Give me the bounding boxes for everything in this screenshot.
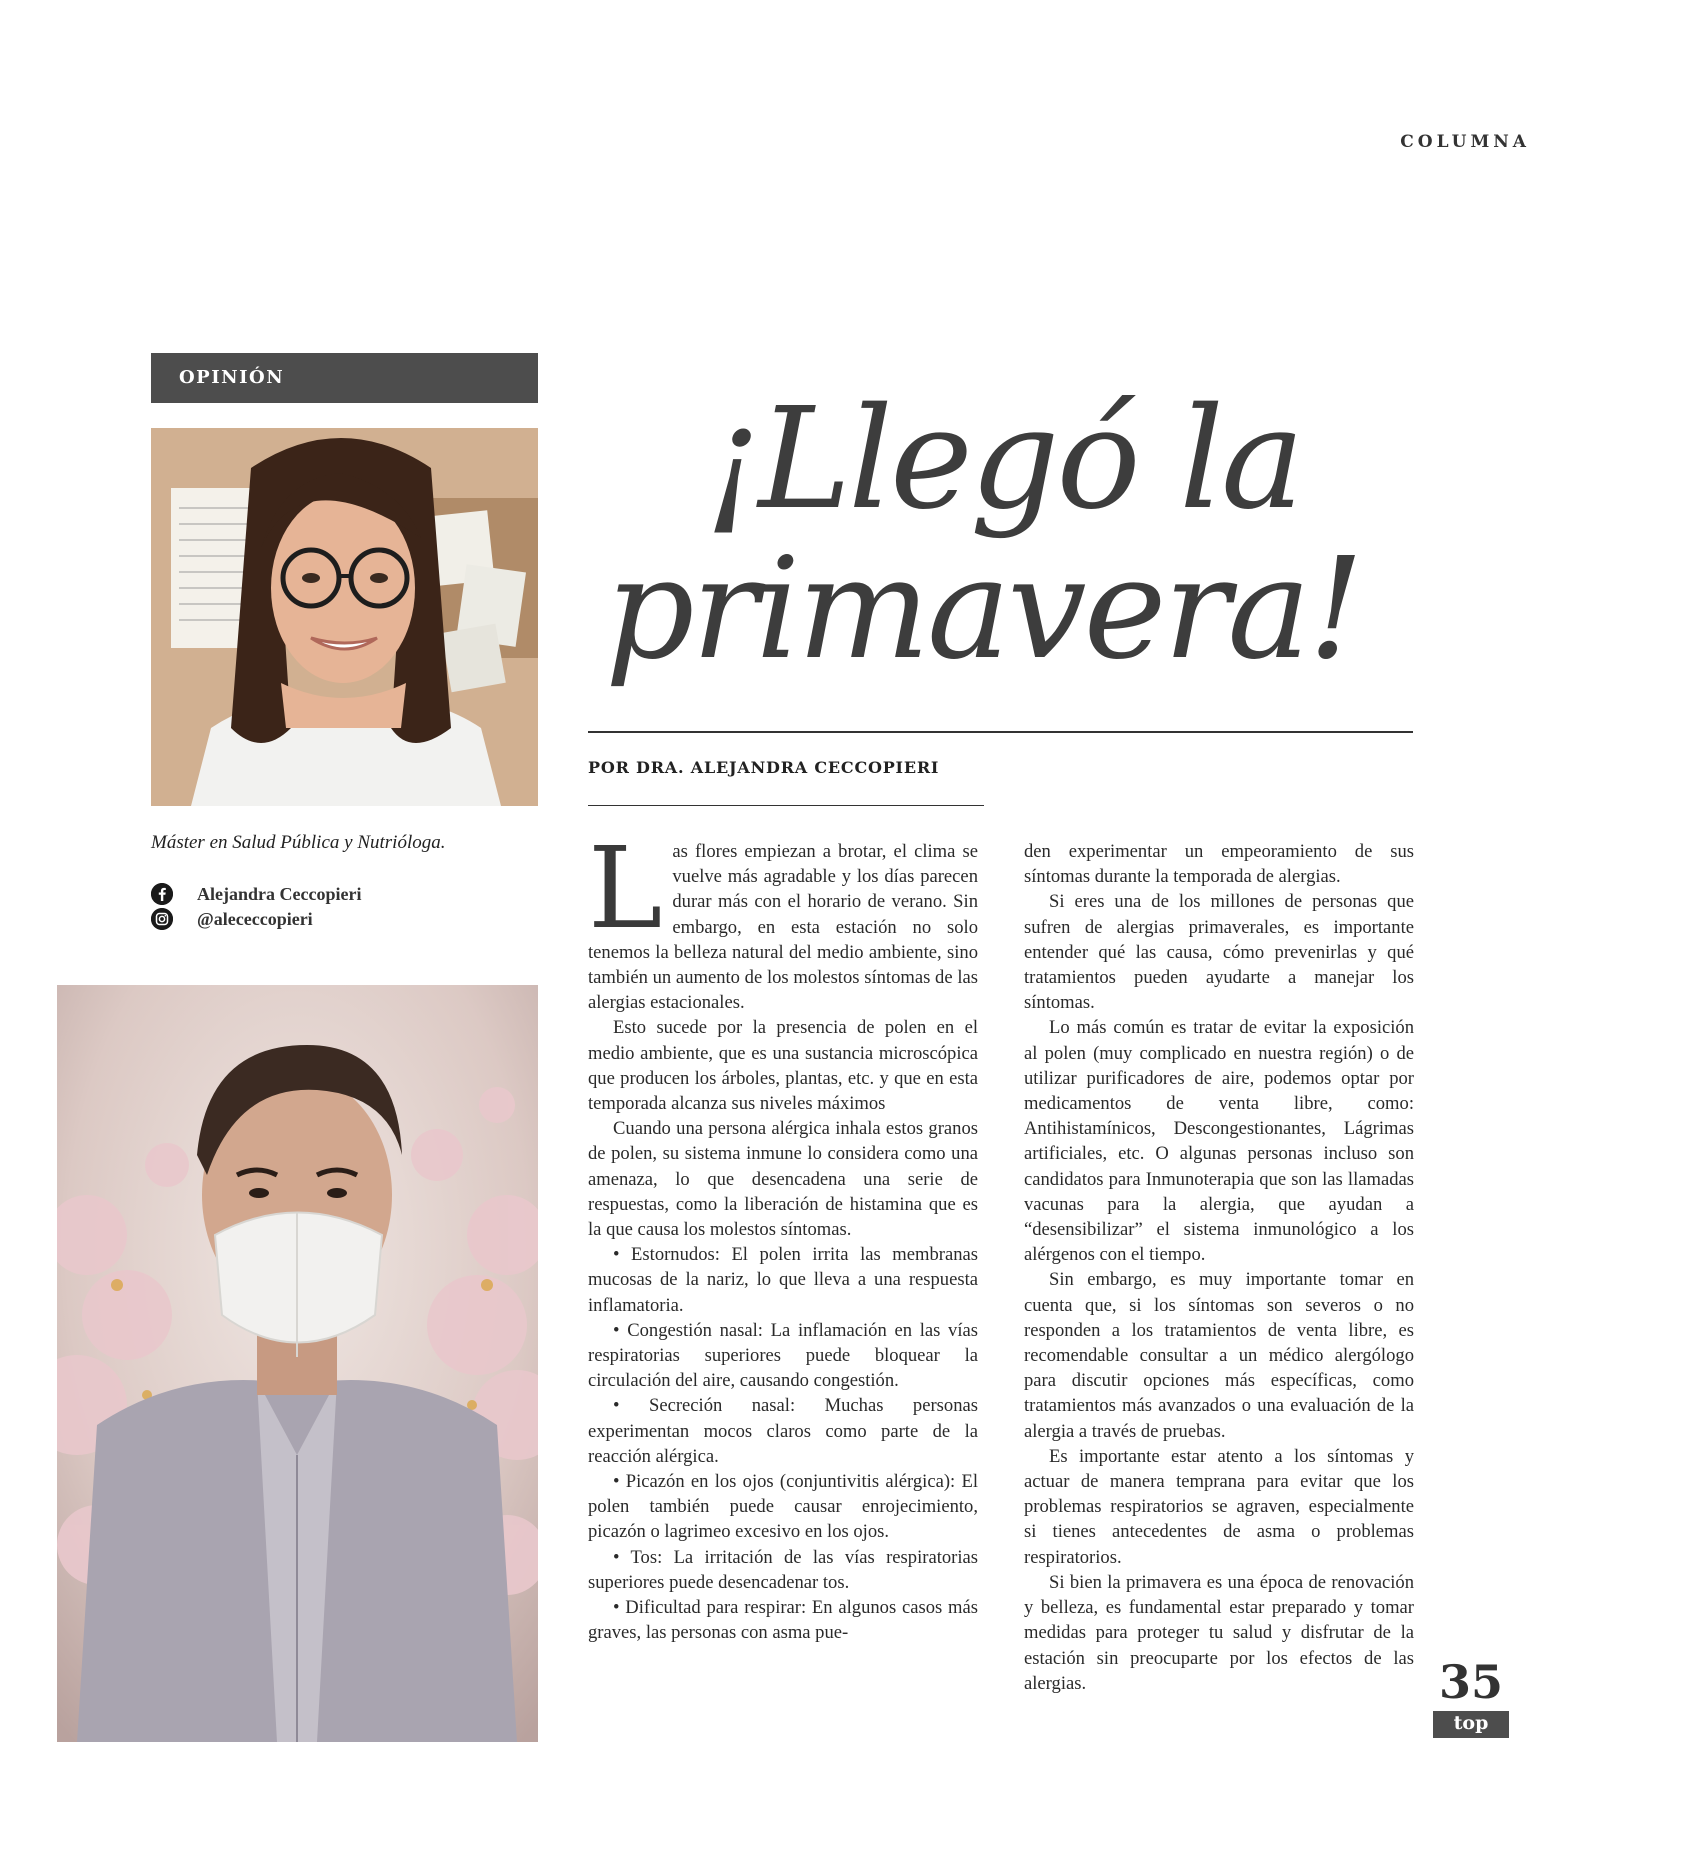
facebook-icon [151,883,173,905]
facebook-link[interactable] [151,883,451,907]
paragraph: Lo más común es tratar de evitar la exposición al polen (muy complicado en nuestra región) o de utilizar purificadores de aire, podemos optar por medicamentos de venta libre, como: Antihistamínicos, Descongestionantes, Lágrimas artificiales, etc. O algunas personas incluso son candidatos para Inmunoterapia que son las llamadas vacunas para la alergia, que ayudan a “desensibilizar” el sistema inmunológico a los alérgenos con el tiempo. [1024,1017,1414,1266]
instagram-handle: @alececcopieri [197,909,313,929]
body-column-1 [588,824,978,1646]
body-column-2 [1024,839,1414,1696]
byline: POR DRA. ALEJANDRA CECCOPIERI [588,758,940,777]
paragraph: Esto sucede por la presencia de polen en el medio ambiente, que es una sustancia microscópica que producen los árboles, plantas, etc. y que en esta temporada alcanza sus niveles máximos [588,1017,978,1115]
paragraph: den experimentar un empeoramiento de sus síntomas durante la temporada de alergias. [1024,841,1414,888]
author-caption: Máster en Salud Pública y Nutrióloga. [151,832,446,853]
bullet-item: • Dificultad para respirar: En algunos casos más graves, las personas con asma pue- [588,1597,978,1644]
paragraph: Si bien la primavera es una época de renovación y belleza, es fundamental estar preparado y tomar medidas para proteger tu salud y disfrutar de la estación sin preocuparte por los efectos de las alergias. [1024,1571,1414,1694]
author-photo [151,428,538,806]
bullet-item: • Estornudos: El polen irrita las membranas mucosas de la nariz, lo que lleva a una respuesta inflamatoria. [588,1244,978,1316]
title-divider [588,731,1413,733]
bullet-item: • Picazón en los ojos (conjuntivitis alérgica): El polen también puede causar enrojecimiento, picazón o lagrimeo excesivo en los ojos. [588,1471,978,1543]
page-number: 35 [1438,1655,1503,1709]
instagram-link[interactable] [151,908,451,932]
hero-photo [57,985,538,1742]
bullet-item: • Congestión nasal: La inflamación en las vías respiratorias superiores puede bloquear la circulación del aire, causando congestión. [588,1319,978,1392]
paragraph: Sin embargo, es muy importante tomar en cuenta que, si los síntomas son severos o no responden a los tratamientos de venta libre, es recomendable consultar a un médico alergólogo para discutir opciones más específicas, como tratamientos más avanzados o una evaluación de la alergia a través de pruebas. [1024,1269,1414,1442]
instagram-icon [151,908,173,930]
magazine-logo: top [1433,1711,1509,1738]
facebook-handle: Alejandra Ceccopieri [197,884,362,904]
opinion-label: OPINIÓN [151,353,538,403]
section-label: COLUMNA [1400,132,1530,152]
bullet-item: • Tos: La irritación de las vías respiratorias superiores puede desencadenar tos. [588,1546,978,1593]
byline-divider [588,805,984,806]
drop-cap: L [588,824,663,954]
title-line-2: primavera! [605,528,1362,691]
paragraph: Cuando una persona alérgica inhala estos granos de polen, su sistema inmune lo considera como una amenaza, lo que desencadena una serie de respuestas, como la liberación de histamina que es la que causa los molestos síntomas. [588,1118,978,1241]
paragraph: Las flores empiezan a brotar, el clima se vuelve más agradable y los días parecen durar más con el horario de verano. Sin embargo, en esta estación no solo tenemos la belleza natural del medio ambiente, sino también un aumento de los molestos síntomas de las alergias estacionales. [588,824,978,1014]
paragraph: Si eres una de los millones de personas que sufren de alergias primaverales, es importante entender qué las causa, cómo prevenirlas y qué tratamientos pueden ayudarte a manejar los síntomas. [1024,891,1414,1014]
paragraph: Es importante estar atento a los síntomas y actuar de manera temprana para evitar que los problemas respiratorios se agraven, especialmente si tienes antecedentes de asma o problemas respiratorios. [1024,1445,1414,1568]
title-line-1: ¡Llegó la [705,378,1302,541]
bullet-item: • Secreción nasal: Muchas personas experimentan mocos claros como parte de la reacción alérgica. [588,1395,978,1467]
